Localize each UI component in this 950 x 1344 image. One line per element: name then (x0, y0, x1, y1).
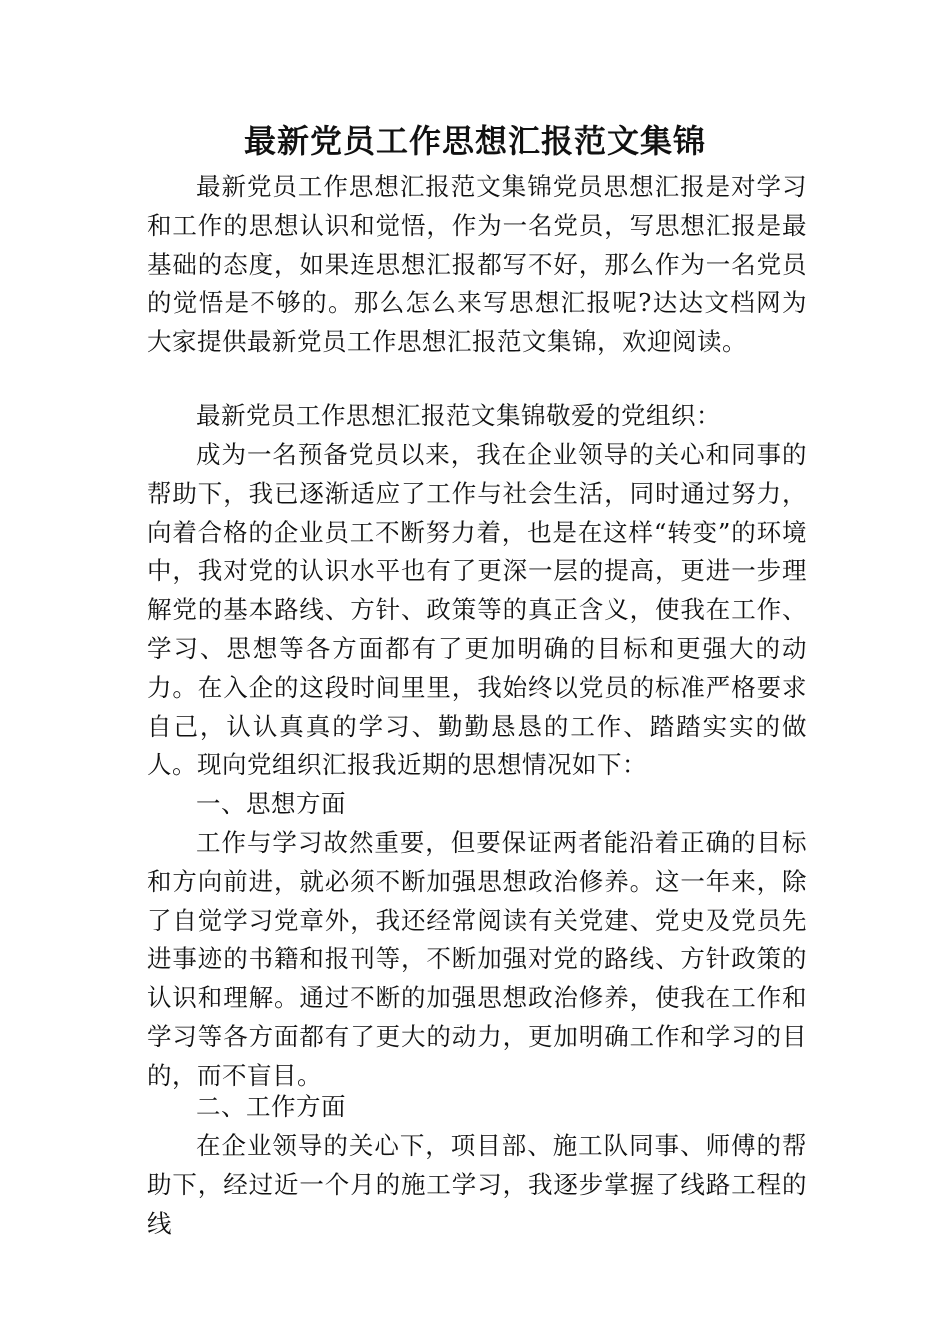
document-title: 最新党员工作思想汇报范文集锦 (243, 122, 706, 160)
body-paragraph-2: 工作与学习故然重要，但要保证两者能沿着正确的目标和方向前进，就必须不断加强思想政治修养。这一年来，除了自觉学习党章外，我还经常阅读有关党建、党史及党员先进事迹的书籍和报刊等，不断加强对党的路线、方针政策的认识和理解。通过不断的加强思想政治修养，使我在工作和学习等各方面都有了更大的动力，更加明确工作和学习的目的，而不盲目。 (147, 828, 807, 1090)
section-heading-work: 二、工作方面 (196, 1092, 346, 1121)
section-heading-thought: 一、思想方面 (196, 789, 346, 818)
salutation-paragraph: 最新党员工作思想汇报范文集锦敬爱的党组织： (196, 401, 721, 430)
body-paragraph-3: 在企业领导的关心下，项目部、施工队同事、师傅的帮助下，经过近一个月的施工学习，我逐步掌握了线路工程的线 (147, 1131, 807, 1238)
intro-paragraph: 最新党员工作思想汇报范文集锦党员思想汇报是对学习和工作的思想认识和觉悟，作为一名党员，写思想汇报是最基础的态度，如果连思想汇报都写不好，那么作为一名党员的觉悟是不够的。那么怎么来写思想汇报呢?达达文档网为大家提供最新党员工作思想汇报范文集锦，欢迎阅读。 (147, 172, 807, 357)
body-paragraph-1: 成为一名预备党员以来，我在企业领导的关心和同事的帮助下，我已逐渐适应了工作与社会生活，同时通过努力，向着合格的企业员工不断努力着，也是在这样“转变”的环境中，我对党的认识水平也有了更深一层的提高，更进一步理解党的基本路线、方针、政策等的真正含义，使我在工作、学习、思想等各方面都有了更加明确的目标和更强大的动力。在入企的这段时间里里，我始终以党员的标准严格要求自己，认认真真的学习、勤勤恳恳的工作、踏踏实实的做人。现向党组织汇报我近期的思想情况如下： (147, 440, 807, 780)
